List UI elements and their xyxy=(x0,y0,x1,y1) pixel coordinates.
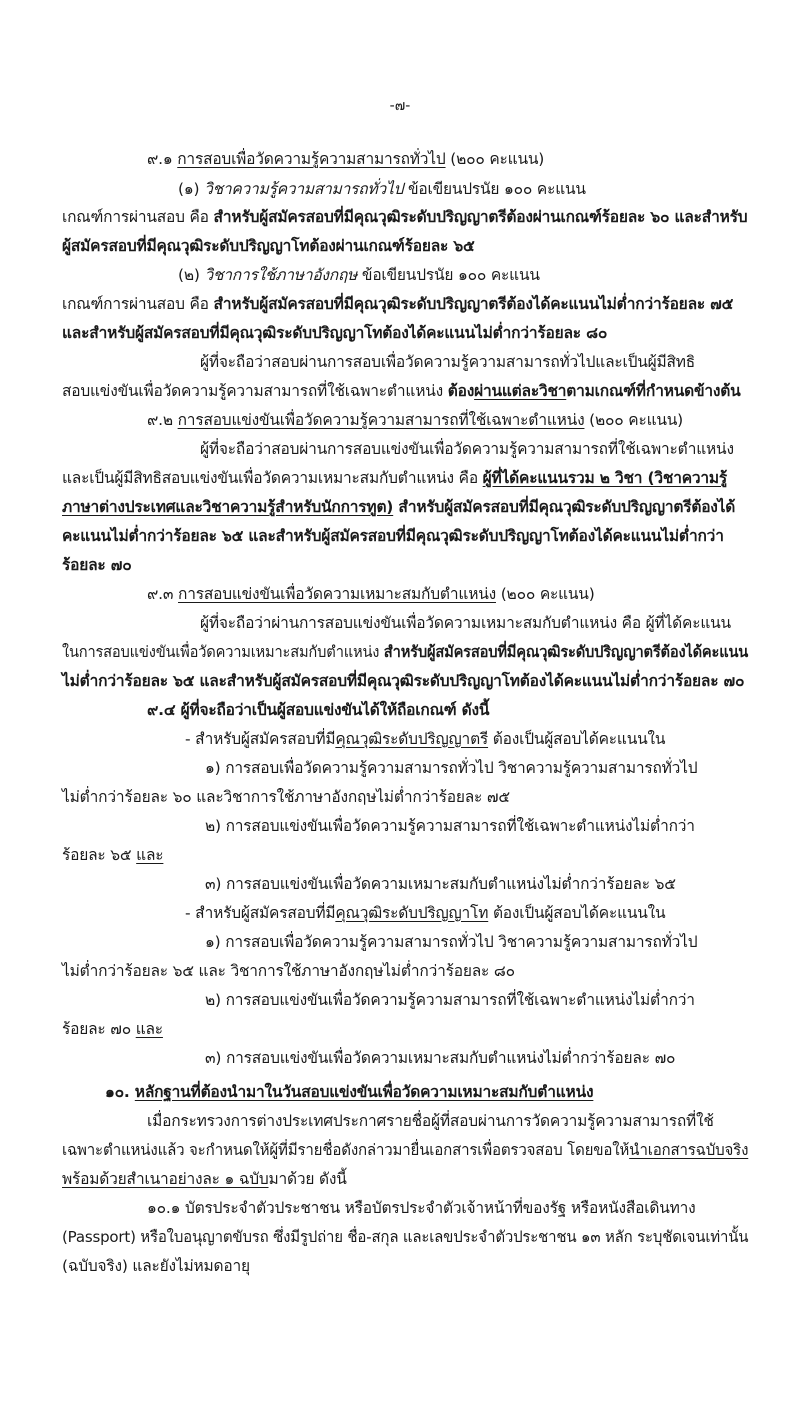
bachelor-item-1-line-2: ไม่ต่ำกว่าร้อยละ ๖๐ และวิชาการใช้ภาษาอังกฤษไม่ต่ำกว่าร้อยละ ๗๕ xyxy=(62,788,510,806)
criteria-text: ร้อยละ ๗๐ xyxy=(62,1020,136,1038)
s10-1-line-1: ๑๐.๑ บัตรประจำตัวประชาชน หรือบัตรประจำตัวเจ้าหน้าที่ของรัฐ หรือหนังสือเดินทาง xyxy=(147,1199,696,1217)
page-number: -๗- xyxy=(389,98,411,114)
master-item-1-line-1: ๑) การสอบเพื่อวัดความรู้ความสามารถทั่วไป วิชาความรู้ความสามารถทั่วไป xyxy=(205,933,698,951)
degree-level: คุณวุฒิระดับปริญญาตรี xyxy=(335,730,489,748)
section-title: การสอบแข่งขันเพื่อวัดความเหมาะสมกับตำแหน่ง xyxy=(178,585,496,603)
subject-detail: ข้อเขียนปรนัย ๑๐๐ คะแนน xyxy=(357,266,540,284)
s93-text: ในการสอบแข่งขันเพื่อวัดความเหมาะสมกับตำแหน่ง xyxy=(62,643,384,661)
pass-emphasis: ต้อง xyxy=(447,382,475,400)
s10-1-line-2: (Passport) หรือใบอนุญาตขับรถ ซึ่งมีรูปถ่าย ชื่อ-สกุล และเลขประจำตัวประชาชน ๑๓ หลัก ระบุชัดเจนเท่านั้น xyxy=(62,1228,749,1246)
section-number: ๙.๑ xyxy=(147,150,178,168)
section-number: ๙.๒ xyxy=(147,411,178,429)
section-score: (๒๐๐ คะแนน) xyxy=(584,411,684,429)
criteria-1-line-1 xyxy=(62,206,747,228)
s93-emphasis: สำหรับผู้สมัครสอบที่มีคุณวุฒิระดับปริญญาตรีต้องได้คะแนน xyxy=(383,643,749,661)
pass-line-1: ผู้ที่จะถือว่าสอบผ่านการสอบเพื่อวัดความรู้ความสามารถทั่วไปและเป็นผู้มีสิทธิ xyxy=(200,353,696,371)
bachelor-criteria-line xyxy=(185,728,665,750)
bachelor-item-2-line-2 xyxy=(62,844,163,866)
section-score: (๒๐๐ คะแนน) xyxy=(495,585,595,603)
s92-line-3 xyxy=(62,496,735,518)
s92-emphasis: ผู้ที่ได้คะแนนรวม ๒ วิชา (วิชาความรู้ xyxy=(482,469,728,487)
subject-name: วิชาการใช้ภาษาอังกฤษ xyxy=(204,266,358,284)
criteria-text: สำหรับผู้สมัครสอบที่มีคุณวุฒิระดับปริญญาตรีต้องได้คะแนนไม่ต่ำกว่าร้อยละ ๗๕ xyxy=(213,295,734,313)
s92-text: และเป็นผู้มีสิทธิสอบแข่งขันเพื่อวัดความเหมาะสมกับตำแหน่ง คือ xyxy=(62,469,483,487)
subject-detail: ข้อเขียนปรนัย ๑๐๐ คะแนน xyxy=(403,180,586,198)
master-item-1-line-2: ไม่ต่ำกว่าร้อยละ ๖๕ และ วิชาการใช้ภาษาอังกฤษไม่ต่ำกว่าร้อยละ ๘๐ xyxy=(62,962,515,980)
section-score: (๒๐๐ คะแนน) xyxy=(445,150,545,168)
master-item-2-line-2 xyxy=(62,1018,163,1040)
section-title: การสอบเพื่อวัดความรู้ความสามารถทั่วไป xyxy=(177,150,446,168)
s93-line-1: ผู้ที่จะถือว่าผ่านการสอบแข่งขันเพื่อวัดความเหมาะสมกับตำแหน่ง คือ ผู้ที่ได้คะแนน xyxy=(200,614,731,632)
s92-line-1: ผู้ที่จะถือว่าสอบผ่านการสอบแข่งขันเพื่อวัดความรู้ความสามารถที่ใช้เฉพาะตำแหน่ง xyxy=(200,440,734,458)
s93-line-3: ไม่ต่ำกว่าร้อยละ ๖๕ และสำหรับผู้สมัครสอบที่มีคุณวุฒิระดับปริญญาโทต้องได้คะแนนไม่ต่ำกว่าร้อยละ ๗๐ xyxy=(62,672,745,690)
criteria-2-line-1 xyxy=(62,293,733,315)
s92-line-5: ร้อยละ ๗๐ xyxy=(62,556,132,574)
pass-line-2 xyxy=(62,380,741,402)
criteria-text: - สำหรับผู้สมัครสอบที่มี xyxy=(185,904,336,922)
s10-1-line-3: (ฉบับจริง) และยังไม่หมดอายุ xyxy=(62,1257,250,1275)
s10-line-1: เมื่อกระทรวงการต่างประเทศประกาศรายชื่อผู้ที่สอบผ่านการวัดความรู้ความสามารถที่ใช้ xyxy=(147,1112,714,1130)
s10-line-2 xyxy=(62,1139,748,1161)
section-9-2-heading xyxy=(147,409,683,431)
section-9-3-heading xyxy=(147,583,595,605)
pass-text: สอบแข่งขันเพื่อวัดความรู้ความสามารถที่ใช้เฉพาะตำแหน่ง xyxy=(62,382,448,400)
s92-emphasis: ภาษาต่างประเทศและวิชาความรู้สำหรับนักการทูต) xyxy=(62,498,394,516)
s10-line-3 xyxy=(62,1168,347,1190)
subject-number: (๒) xyxy=(178,266,205,284)
degree-level: คุณวุฒิระดับปริญญาโท xyxy=(335,904,489,922)
criteria-text: ร้อยละ ๖๕ xyxy=(62,846,137,864)
subject-2-line xyxy=(178,264,540,286)
section-number: ๑๐. xyxy=(105,1083,135,1101)
subject-name: วิชาความรู้ความสามารถทั่วไป xyxy=(204,180,404,198)
section-9-4-heading: ๙.๔ ผู้ที่จะถือว่าเป็นผู้สอบแข่งขันได้ให้ถือเกณฑ์ ดังนี้ xyxy=(147,701,490,719)
criteria-label: เกณฑ์การผ่านสอบ คือ xyxy=(62,208,214,226)
bachelor-item-1-line-1: ๑) การสอบเพื่อวัดความรู้ความสามารถทั่วไป วิชาความรู้ความสามารถทั่วไป xyxy=(205,759,698,777)
s10-text: เฉพาะตำแหน่งแล้ว จะกำหนดให้ผู้ที่มีรายชื่อดังกล่าวมายื่นเอกสารเพื่อตรวจสอบ โดยขอให้ xyxy=(62,1141,630,1159)
section-number: ๙.๓ xyxy=(147,585,179,603)
pass-emphasis-underlined: ผ่านแต่ละวิชา xyxy=(474,382,567,400)
section-9-1-heading xyxy=(147,148,544,170)
criteria-text: ต้องเป็นผู้สอบได้คะแนนใน xyxy=(488,904,666,922)
master-item-3: ๓) การสอบแข่งขันเพื่อวัดความเหมาะสมกับตำแหน่งไม่ต่ำกว่าร้อยละ ๗๐ xyxy=(205,1049,676,1067)
master-item-2-line-1: ๒) การสอบแข่งขันเพื่อวัดความรู้ความสามารถที่ใช้เฉพาะตำแหน่งไม่ต่ำกว่า xyxy=(205,991,695,1009)
section-title: การสอบแข่งขันเพื่อวัดความรู้ความสามารถที่ใช้เฉพาะตำแหน่ง xyxy=(177,411,585,429)
conjunction: และ xyxy=(135,1020,163,1038)
bachelor-item-3: ๓) การสอบแข่งขันเพื่อวัดความเหมาะสมกับตำแหน่งไม่ต่ำกว่าร้อยละ ๖๕ xyxy=(205,875,676,893)
master-criteria-line xyxy=(185,902,665,924)
criteria-1-line-2: ผู้สมัครสอบที่มีคุณวุฒิระดับปริญญาโทต้องผ่านเกณฑ์ร้อยละ ๖๕ xyxy=(62,237,475,255)
pass-emphasis: ตามเกณฑ์ที่กำหนดข้างต้น xyxy=(566,382,741,400)
subject-1-line xyxy=(178,178,586,200)
criteria-text: สำหรับผู้สมัครสอบที่มีคุณวุฒิระดับปริญญาตรีต้องผ่านเกณฑ์ร้อยละ ๖๐ และสำหรับ xyxy=(213,208,748,226)
subject-number: (๑) xyxy=(178,180,205,198)
criteria-text: - สำหรับผู้สมัครสอบที่มี xyxy=(185,730,336,748)
s10-text: มาด้วย ดังนี้ xyxy=(268,1170,347,1188)
criteria-text: ต้องเป็นผู้สอบได้คะแนนใน xyxy=(488,730,666,748)
s10-emphasis: นำเอกสารฉบับจริง xyxy=(629,1141,749,1159)
conjunction: และ xyxy=(136,846,164,864)
section-10-heading xyxy=(105,1081,593,1103)
s10-emphasis: พร้อมด้วยสำเนาอย่างละ ๑ ฉบับ xyxy=(62,1170,269,1188)
s92-line-2 xyxy=(62,467,727,489)
criteria-2-line-2: และสำหรับผู้สมัครสอบที่มีคุณวุฒิระดับปริญญาโทต้องได้คะแนนไม่ต่ำกว่าร้อยละ ๘๐ xyxy=(62,324,608,342)
criteria-label: เกณฑ์การผ่านสอบ คือ xyxy=(62,295,214,313)
s92-text: สำหรับผู้สมัครสอบที่มีคุณวุฒิระดับปริญญาตรีต้องได้ xyxy=(393,498,736,516)
s92-line-4: คะแนนไม่ต่ำกว่าร้อยละ ๖๕ และสำหรับผู้สมัครสอบที่มีคุณวุฒิระดับปริญญาโทต้องได้คะแนนไม่ต่ำกว่า xyxy=(62,527,724,545)
section-title: หลักฐานที่ต้องนำมาในวันสอบแข่งขันเพื่อวัดความเหมาะสมกับตำแหน่ง xyxy=(134,1083,594,1101)
bachelor-item-2-line-1: ๒) การสอบแข่งขันเพื่อวัดความรู้ความสามารถที่ใช้เฉพาะตำแหน่งไม่ต่ำกว่า xyxy=(205,817,695,835)
s93-line-2 xyxy=(62,641,748,663)
